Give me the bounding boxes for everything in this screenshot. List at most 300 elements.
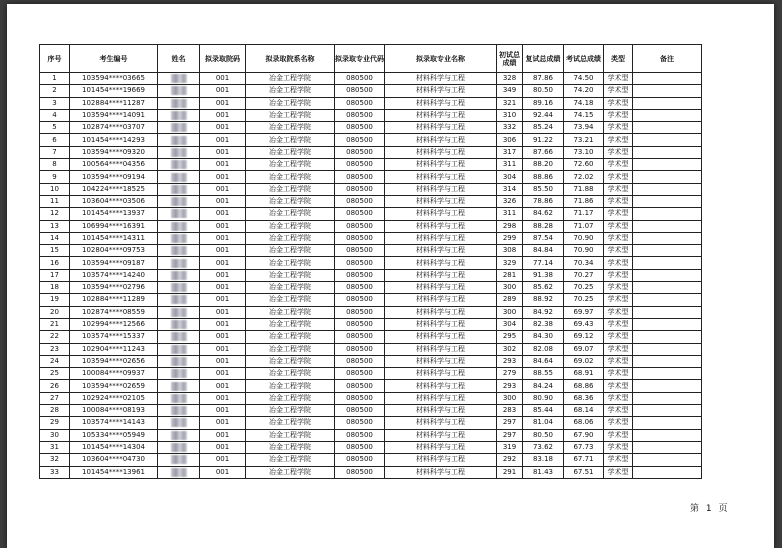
cell-major-code: 080500 [335,417,385,429]
cell-name-redacted [158,355,200,367]
cell-retest-score: 88.28 [523,220,564,232]
cell-school-name: 冶金工程学院 [246,269,335,281]
cell-retest-score: 78.86 [523,195,564,207]
cell-total-score: 69.12 [564,331,604,343]
cell-school-code: 001 [200,318,246,330]
cell-prelim-score: 295 [497,331,523,343]
cell-index: 24 [40,355,70,367]
cell-index: 23 [40,343,70,355]
cell-major-code: 080500 [335,97,385,109]
cell-school-code: 001 [200,134,246,146]
cell-remarks [633,392,702,404]
table-row [40,159,702,171]
table-row [40,405,702,417]
cell-major-name: 材料科学与工程 [385,343,497,355]
cell-index: 17 [40,269,70,281]
cell-name-redacted [158,429,200,441]
cell-major-code: 080500 [335,318,385,330]
header-prelim-score: 初试总成绩 [497,45,523,73]
cell-major-code: 080500 [335,368,385,380]
cell-major-code: 080500 [335,183,385,195]
cell-prelim-score: 302 [497,343,523,355]
cell-candidate-id: 106994****16391 [70,220,158,232]
cell-index: 15 [40,245,70,257]
cell-school-code: 001 [200,331,246,343]
redaction-blur [171,74,187,83]
redaction-blur [171,295,187,304]
cell-major-name: 材料科学与工程 [385,380,497,392]
cell-index: 2 [40,85,70,97]
cell-remarks [633,146,702,158]
cell-school-name: 冶金工程学院 [246,146,335,158]
cell-candidate-id: 103574****14143 [70,417,158,429]
table-row [40,368,702,380]
cell-name-redacted [158,343,200,355]
cell-school-name: 冶金工程学院 [246,392,335,404]
cell-name-redacted [158,85,200,97]
cell-school-name: 冶金工程学院 [246,159,335,171]
cell-name-redacted [158,331,200,343]
cell-prelim-score: 329 [497,257,523,269]
cell-retest-score: 87.66 [523,146,564,158]
cell-total-score: 70.34 [564,257,604,269]
table-body [40,73,702,479]
cell-candidate-id: 103574****14240 [70,269,158,281]
cell-prelim-score: 304 [497,171,523,183]
cell-remarks [633,97,702,109]
cell-school-code: 001 [200,85,246,97]
cell-remarks [633,122,702,134]
cell-major-code: 080500 [335,441,385,453]
cell-type: 学术型 [604,73,633,85]
cell-prelim-score: 300 [497,392,523,404]
cell-school-code: 001 [200,417,246,429]
cell-prelim-score: 292 [497,454,523,466]
cell-index: 11 [40,195,70,207]
cell-school-code: 001 [200,269,246,281]
table-row [40,282,702,294]
cell-type: 学术型 [604,417,633,429]
table-row [40,134,702,146]
cell-remarks [633,306,702,318]
cell-retest-score: 84.64 [523,355,564,367]
cell-name-redacted [158,282,200,294]
cell-name-redacted [158,220,200,232]
cell-name-redacted [158,417,200,429]
cell-retest-score: 87.86 [523,73,564,85]
redaction-blur [171,394,187,403]
header-name: 姓名 [158,45,200,73]
cell-type: 学术型 [604,257,633,269]
cell-index: 12 [40,208,70,220]
cell-total-score: 72.60 [564,159,604,171]
cell-index: 9 [40,171,70,183]
redaction-blur [171,468,187,477]
cell-school-code: 001 [200,146,246,158]
redaction-blur [171,431,187,440]
redaction-blur [171,197,187,206]
cell-type: 学术型 [604,183,633,195]
redaction-blur [171,160,187,169]
cell-major-name: 材料科学与工程 [385,195,497,207]
cell-remarks [633,331,702,343]
cell-candidate-id: 103594****02656 [70,355,158,367]
table-row [40,257,702,269]
cell-total-score: 74.50 [564,73,604,85]
cell-retest-score: 84.62 [523,208,564,220]
cell-major-name: 材料科学与工程 [385,405,497,417]
cell-school-code: 001 [200,73,246,85]
header-type: 类型 [604,45,633,73]
cell-major-name: 材料科学与工程 [385,318,497,330]
cell-major-code: 080500 [335,343,385,355]
cell-name-redacted [158,97,200,109]
cell-retest-score: 84.92 [523,306,564,318]
header-school-code: 拟录取院码 [200,45,246,73]
cell-retest-score: 84.84 [523,245,564,257]
cell-prelim-score: 281 [497,269,523,281]
cell-candidate-id: 102994****12566 [70,318,158,330]
cell-total-score: 67.73 [564,441,604,453]
cell-candidate-id: 102924****02105 [70,392,158,404]
header-retest-score: 复试总成绩 [523,45,564,73]
cell-school-code: 001 [200,392,246,404]
cell-major-code: 080500 [335,159,385,171]
cell-major-code: 080500 [335,269,385,281]
cell-retest-score: 80.90 [523,392,564,404]
cell-major-name: 材料科学与工程 [385,122,497,134]
redaction-blur [171,234,187,243]
table-row [40,454,702,466]
cell-major-code: 080500 [335,355,385,367]
cell-total-score: 71.17 [564,208,604,220]
cell-major-name: 材料科学与工程 [385,294,497,306]
cell-major-name: 材料科学与工程 [385,257,497,269]
cell-type: 学术型 [604,134,633,146]
cell-total-score: 69.43 [564,318,604,330]
cell-name-redacted [158,257,200,269]
cell-total-score: 70.90 [564,232,604,244]
cell-candidate-id: 103594****09187 [70,257,158,269]
cell-major-name: 材料科学与工程 [385,306,497,318]
redaction-blur [171,246,187,255]
cell-candidate-id: 104224****18525 [70,183,158,195]
cell-major-code: 080500 [335,85,385,97]
cell-retest-score: 82.38 [523,318,564,330]
cell-school-code: 001 [200,183,246,195]
cell-major-name: 材料科学与工程 [385,245,497,257]
redaction-blur [171,345,187,354]
cell-prelim-score: 317 [497,146,523,158]
cell-prelim-score: 311 [497,159,523,171]
document-page [7,4,774,548]
table-row [40,466,702,478]
cell-total-score: 74.20 [564,85,604,97]
cell-prelim-score: 298 [497,220,523,232]
cell-retest-score: 92.44 [523,109,564,121]
redaction-blur [171,455,187,464]
cell-name-redacted [158,454,200,466]
cell-total-score: 73.94 [564,122,604,134]
cell-type: 学术型 [604,269,633,281]
redaction-blur [171,369,187,378]
cell-index: 5 [40,122,70,134]
cell-major-code: 080500 [335,282,385,294]
cell-type: 学术型 [604,331,633,343]
cell-school-code: 001 [200,441,246,453]
cell-index: 27 [40,392,70,404]
cell-remarks [633,220,702,232]
cell-school-name: 冶金工程学院 [246,405,335,417]
cell-prelim-score: 283 [497,405,523,417]
cell-major-code: 080500 [335,208,385,220]
cell-name-redacted [158,245,200,257]
redaction-blur [171,406,187,415]
cell-school-code: 001 [200,195,246,207]
cell-prelim-score: 297 [497,429,523,441]
table-row [40,73,702,85]
table-row [40,146,702,158]
cell-candidate-id: 103594****14091 [70,109,158,121]
table-row [40,269,702,281]
redaction-blur [171,283,187,292]
cell-prelim-score: 319 [497,441,523,453]
redaction-blur [171,123,187,132]
cell-major-name: 材料科学与工程 [385,392,497,404]
cell-major-code: 080500 [335,122,385,134]
cell-retest-score: 89.16 [523,97,564,109]
header-remarks: 备注 [633,45,702,73]
cell-retest-score: 83.18 [523,454,564,466]
cell-remarks [633,109,702,121]
cell-total-score: 68.36 [564,392,604,404]
cell-total-score: 68.91 [564,368,604,380]
cell-major-name: 材料科学与工程 [385,232,497,244]
cell-candidate-id: 101454****13937 [70,208,158,220]
table-row [40,318,702,330]
cell-type: 学术型 [604,146,633,158]
cell-prelim-score: 291 [497,466,523,478]
cell-remarks [633,343,702,355]
cell-prelim-score: 293 [497,355,523,367]
cell-major-name: 材料科学与工程 [385,368,497,380]
cell-type: 学术型 [604,282,633,294]
cell-school-name: 冶金工程学院 [246,466,335,478]
cell-remarks [633,195,702,207]
table-row [40,85,702,97]
cell-name-redacted [158,380,200,392]
cell-school-code: 001 [200,109,246,121]
cell-school-name: 冶金工程学院 [246,380,335,392]
redaction-blur [171,271,187,280]
cell-index: 18 [40,282,70,294]
cell-remarks [633,134,702,146]
cell-major-name: 材料科学与工程 [385,282,497,294]
redaction-blur [171,259,187,268]
table-row [40,331,702,343]
table-row [40,355,702,367]
cell-type: 学术型 [604,220,633,232]
cell-school-code: 001 [200,429,246,441]
cell-school-name: 冶金工程学院 [246,232,335,244]
cell-name-redacted [158,466,200,478]
cell-type: 学术型 [604,232,633,244]
cell-remarks [633,245,702,257]
redaction-blur [171,320,187,329]
cell-name-redacted [158,109,200,121]
cell-major-name: 材料科学与工程 [385,97,497,109]
cell-retest-score: 77.14 [523,257,564,269]
cell-major-name: 材料科学与工程 [385,146,497,158]
cell-candidate-id: 103594****09194 [70,171,158,183]
cell-school-name: 冶金工程学院 [246,257,335,269]
cell-school-name: 冶金工程学院 [246,318,335,330]
cell-total-score: 73.21 [564,134,604,146]
cell-total-score: 69.02 [564,355,604,367]
cell-remarks [633,454,702,466]
table-row [40,417,702,429]
table-row [40,380,702,392]
cell-candidate-id: 102884****11289 [70,294,158,306]
cell-school-code: 001 [200,380,246,392]
cell-school-name: 冶金工程学院 [246,97,335,109]
redaction-blur [171,148,187,157]
cell-major-code: 080500 [335,380,385,392]
admission-table [39,44,702,479]
cell-school-name: 冶金工程学院 [246,220,335,232]
cell-type: 学术型 [604,122,633,134]
cell-retest-score: 91.22 [523,134,564,146]
cell-retest-score: 81.04 [523,417,564,429]
cell-total-score: 72.02 [564,171,604,183]
cell-major-name: 材料科学与工程 [385,441,497,453]
cell-remarks [633,85,702,97]
cell-candidate-id: 102804****09753 [70,245,158,257]
cell-major-name: 材料科学与工程 [385,159,497,171]
cell-school-name: 冶金工程学院 [246,454,335,466]
cell-type: 学术型 [604,208,633,220]
header-index: 序号 [40,45,70,73]
redaction-blur [171,99,187,108]
cell-index: 21 [40,318,70,330]
cell-remarks [633,232,702,244]
cell-major-name: 材料科学与工程 [385,85,497,97]
cell-school-code: 001 [200,122,246,134]
table-row [40,294,702,306]
redaction-blur [171,86,187,95]
cell-candidate-id: 102884****11287 [70,97,158,109]
cell-prelim-score: 321 [497,97,523,109]
cell-major-code: 080500 [335,466,385,478]
table-row [40,220,702,232]
cell-name-redacted [158,392,200,404]
cell-school-name: 冶金工程学院 [246,343,335,355]
cell-school-code: 001 [200,368,246,380]
cell-remarks [633,183,702,195]
cell-prelim-score: 304 [497,318,523,330]
cell-prelim-score: 300 [497,306,523,318]
cell-index: 8 [40,159,70,171]
cell-index: 29 [40,417,70,429]
cell-retest-score: 85.24 [523,122,564,134]
cell-index: 32 [40,454,70,466]
cell-school-name: 冶金工程学院 [246,85,335,97]
table-row [40,441,702,453]
cell-major-name: 材料科学与工程 [385,454,497,466]
cell-type: 学术型 [604,429,633,441]
cell-type: 学术型 [604,454,633,466]
cell-name-redacted [158,405,200,417]
cell-candidate-id: 103574****15337 [70,331,158,343]
cell-remarks [633,368,702,380]
cell-major-name: 材料科学与工程 [385,73,497,85]
cell-type: 学术型 [604,195,633,207]
cell-school-code: 001 [200,466,246,478]
cell-prelim-score: 326 [497,195,523,207]
cell-index: 19 [40,294,70,306]
cell-remarks [633,171,702,183]
cell-major-name: 材料科学与工程 [385,171,497,183]
cell-candidate-id: 103594****02796 [70,282,158,294]
cell-remarks [633,282,702,294]
cell-major-name: 材料科学与工程 [385,429,497,441]
cell-school-code: 001 [200,232,246,244]
cell-index: 6 [40,134,70,146]
cell-total-score: 71.88 [564,183,604,195]
cell-remarks [633,257,702,269]
table-row [40,392,702,404]
cell-candidate-id: 101454****14311 [70,232,158,244]
redaction-blur [171,173,187,182]
cell-name-redacted [158,368,200,380]
cell-school-name: 冶金工程学院 [246,441,335,453]
cell-school-name: 冶金工程学院 [246,73,335,85]
cell-remarks [633,269,702,281]
cell-prelim-score: 314 [497,183,523,195]
cell-retest-score: 88.20 [523,159,564,171]
cell-major-name: 材料科学与工程 [385,208,497,220]
cell-school-name: 冶金工程学院 [246,417,335,429]
cell-index: 14 [40,232,70,244]
cell-prelim-score: 332 [497,122,523,134]
table-row [40,171,702,183]
cell-prelim-score: 289 [497,294,523,306]
cell-name-redacted [158,232,200,244]
redaction-blur [171,209,187,218]
cell-school-code: 001 [200,454,246,466]
cell-retest-score: 85.44 [523,405,564,417]
cell-index: 28 [40,405,70,417]
cell-total-score: 68.14 [564,405,604,417]
cell-type: 学术型 [604,392,633,404]
cell-major-name: 材料科学与工程 [385,331,497,343]
cell-name-redacted [158,269,200,281]
table-row [40,232,702,244]
cell-total-score: 71.86 [564,195,604,207]
cell-type: 学术型 [604,441,633,453]
table-row [40,97,702,109]
cell-name-redacted [158,183,200,195]
cell-major-name: 材料科学与工程 [385,220,497,232]
cell-school-code: 001 [200,343,246,355]
cell-type: 学术型 [604,171,633,183]
cell-major-name: 材料科学与工程 [385,269,497,281]
cell-type: 学术型 [604,355,633,367]
table-header-row [40,45,702,73]
cell-type: 学术型 [604,380,633,392]
cell-remarks [633,466,702,478]
cell-school-name: 冶金工程学院 [246,306,335,318]
